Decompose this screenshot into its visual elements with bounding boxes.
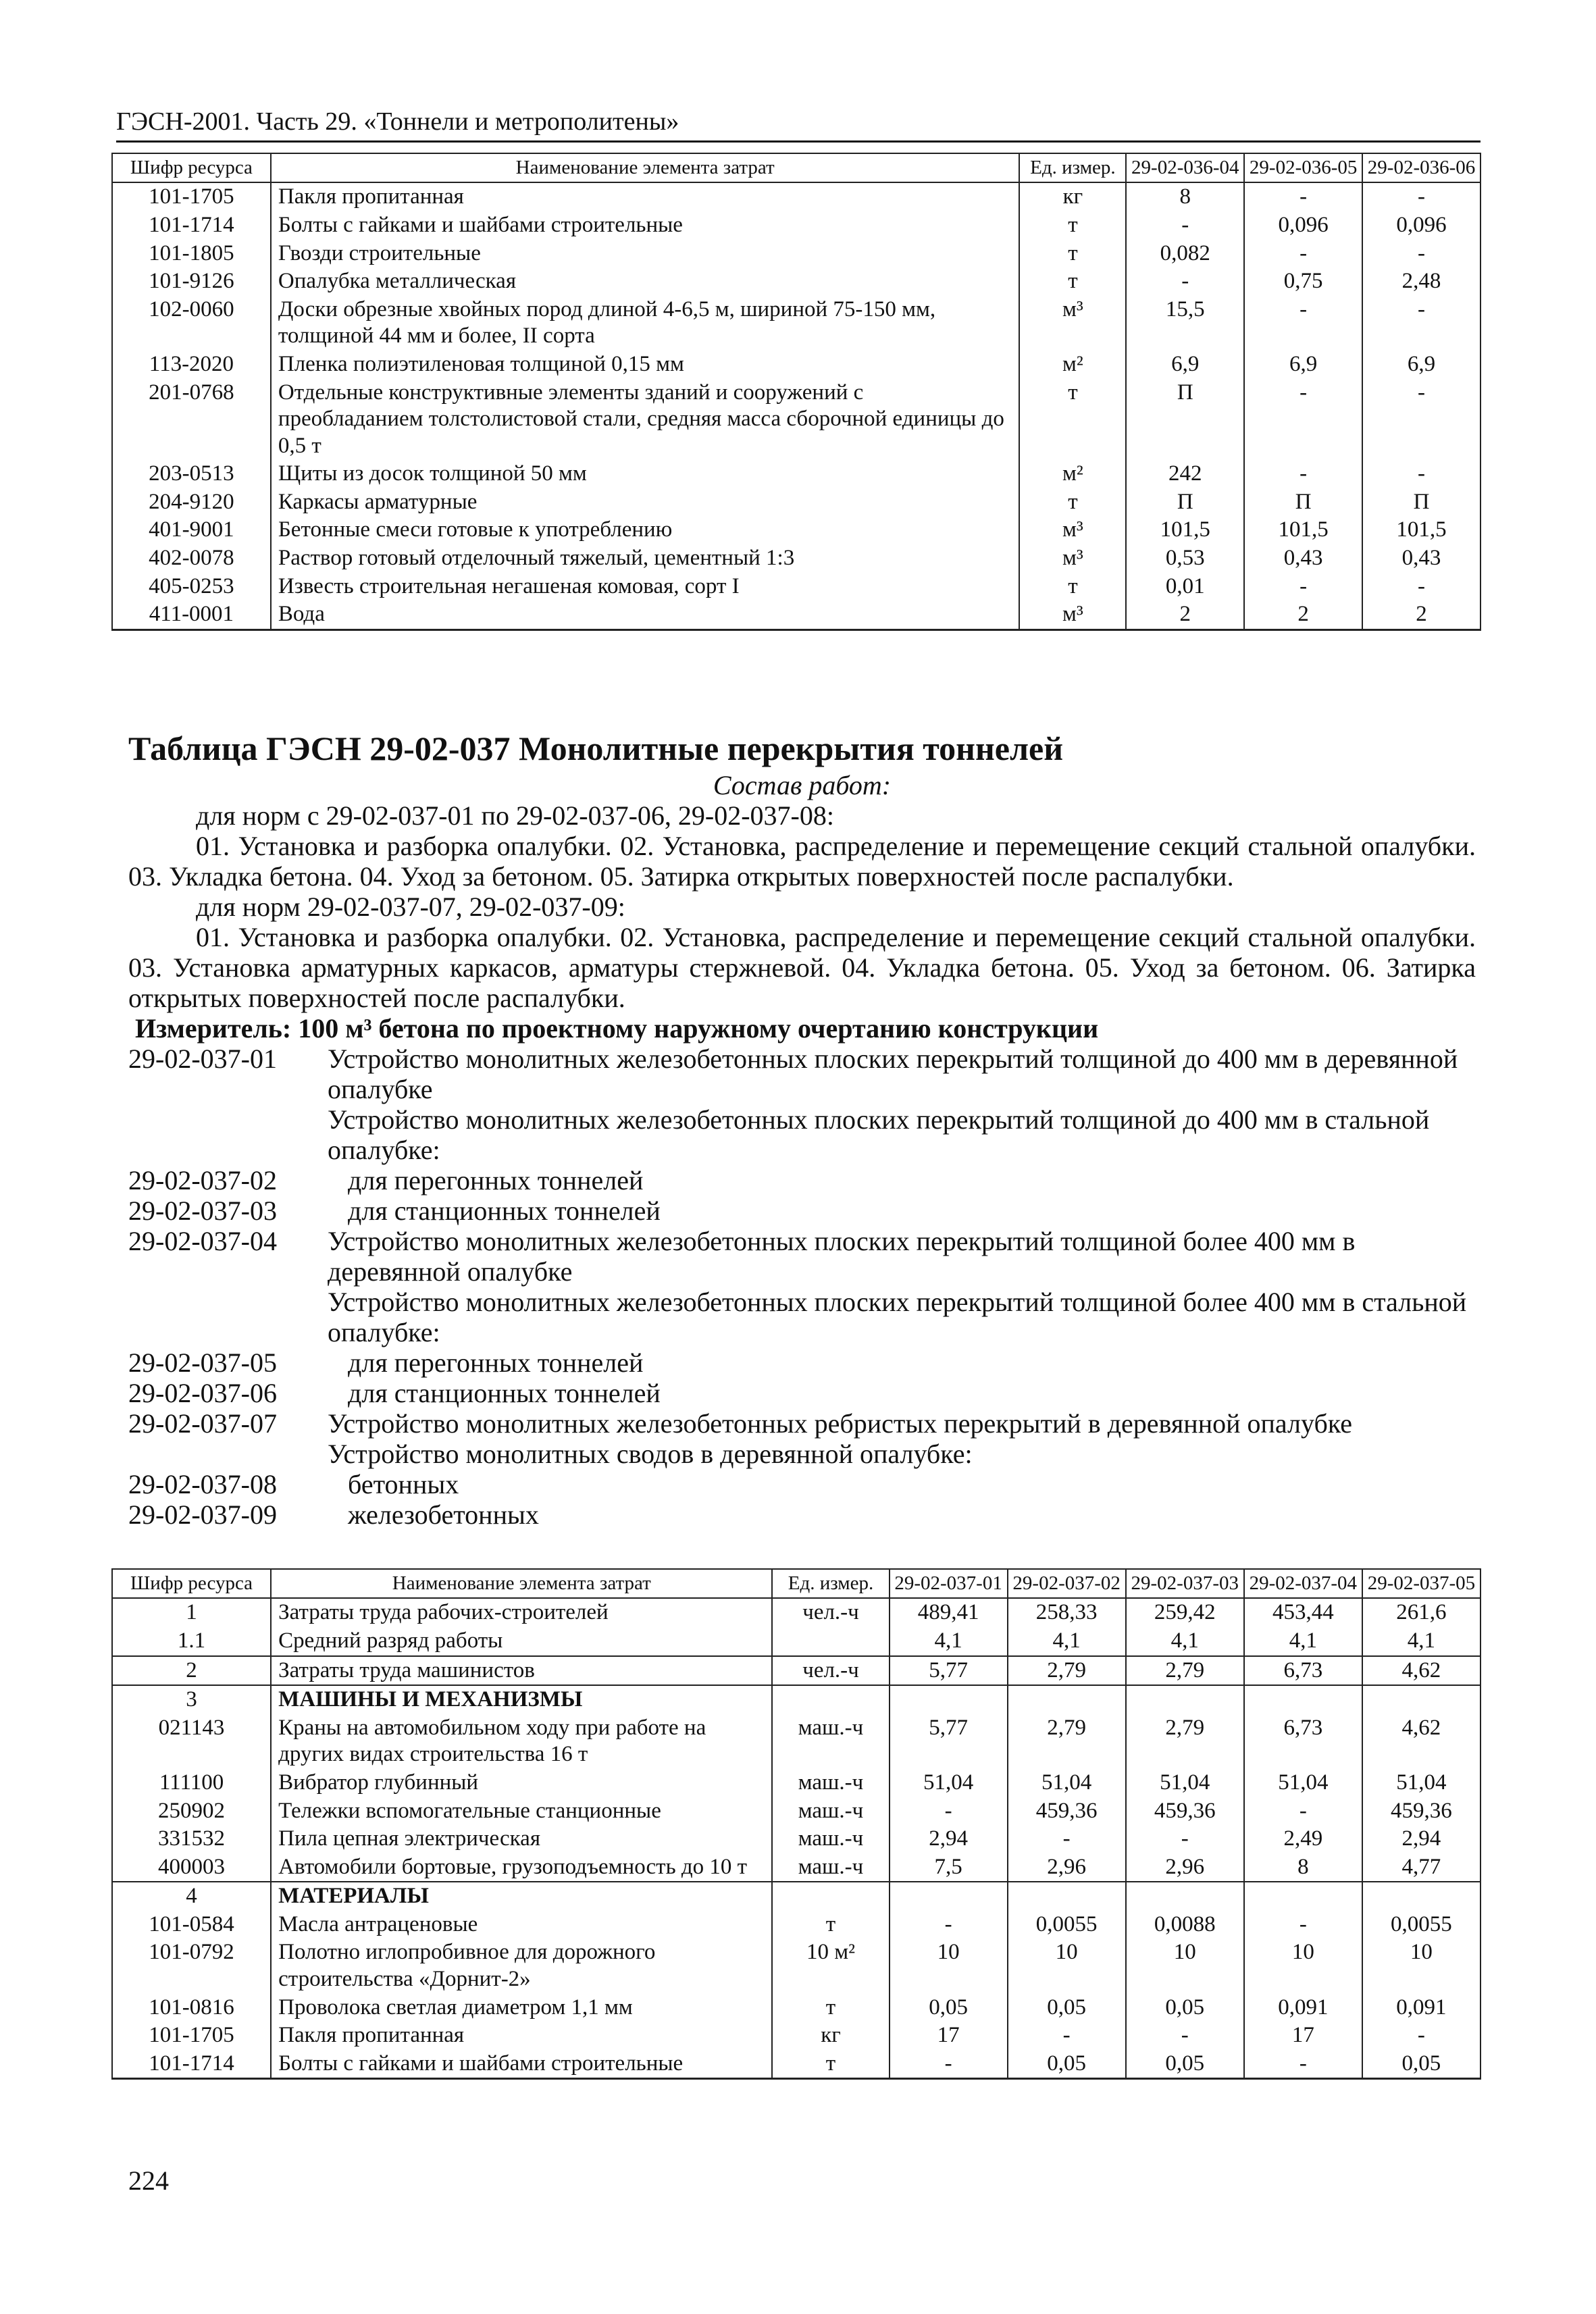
norm-description: Устройство монолитных железобетонных плоских перекрытий толщиной до 400 мм в деревянной опалубке: [328, 1044, 1458, 1104]
value-cell: 0,43: [1362, 544, 1481, 573]
unit-cell: т: [1019, 267, 1126, 296]
unit-cell: чел.-ч: [772, 1656, 889, 1686]
resource-code-cell: 113-2020: [112, 351, 271, 379]
norm-description: Устройство монолитных железобетонных ребристых перекрытий в деревянной опалубке: [328, 1408, 1353, 1439]
norm-description: для перегонных тоннелей: [348, 1347, 644, 1378]
table-row: [112, 182, 1481, 211]
table-row: [112, 1769, 1481, 1797]
table-row: [112, 460, 1481, 488]
cost-element-name-cell: Вода: [271, 600, 1020, 629]
resource-code-cell: 101-9126: [112, 267, 271, 296]
value-cell: 489,41: [890, 1598, 1008, 1627]
value-cell: -: [1244, 296, 1362, 351]
resource-code-cell: 400003: [112, 1853, 271, 1882]
norm-item: [128, 1408, 1476, 1439]
norm-item: [128, 1439, 1476, 1469]
table-row: [112, 211, 1481, 240]
header-cell: 29-02-036-06: [1362, 153, 1481, 182]
cost-element-name-cell: Автомобили бортовые, грузоподъемность до 10 т: [271, 1853, 772, 1882]
running-header: ГЭСН-2001. Часть 29. «Тоннели и метрополитены»: [116, 107, 1481, 143]
cost-element-name-cell: Затраты труда машинистов: [271, 1656, 772, 1686]
norm-code: 29-02-037-05: [128, 1347, 277, 1378]
norm-item: [128, 1378, 1476, 1408]
value-cell: 10: [1126, 1938, 1244, 1993]
value-cell: -: [1244, 2050, 1362, 2079]
norm-item: [128, 1499, 1476, 1530]
cost-element-name-cell: Полотно иглопробивное для дорожного строительства «Дорнит-2»: [271, 1938, 772, 1993]
value-cell: 6,9: [1126, 351, 1244, 379]
value-cell: -: [1126, 211, 1244, 240]
table-row: [112, 1938, 1481, 1993]
unit-cell: т: [772, 2050, 889, 2079]
norm-description: железобетонных: [348, 1499, 539, 1530]
value-cell: 6,9: [1362, 351, 1481, 379]
table-row: [112, 1911, 1481, 1939]
value-cell: 2: [1362, 600, 1481, 629]
value-cell: [890, 1882, 1008, 1911]
value-cell: 51,04: [890, 1769, 1008, 1797]
table-row: [112, 544, 1481, 573]
cost-element-name-cell: Отдельные конструктивные элементы зданий и сооружений с преобладанием толстолистовой стали, средняя масса сборочной единицы до 0,5 т: [271, 379, 1020, 461]
value-cell: -: [1362, 240, 1481, 268]
page-number: 224: [128, 2165, 169, 2196]
composition-label: Состав работ:: [713, 770, 892, 800]
value-cell: -: [1362, 460, 1481, 488]
resource-code-cell: 1.1: [112, 1627, 271, 1656]
value-cell: -: [1244, 1797, 1362, 1826]
resource-code-cell: 021143: [112, 1714, 271, 1769]
resource-code-cell: 101-1705: [112, 182, 271, 211]
value-cell: 2: [1244, 600, 1362, 629]
norm-section: [128, 727, 1476, 1530]
resource-code-cell: 204-9120: [112, 488, 271, 517]
cost-element-name-cell: Доски обрезные хвойных пород длиной 4-6,5 м, шириной 75-150 мм, толщиной 44 мм и более, II сорта: [271, 296, 1020, 351]
value-cell: -: [1244, 573, 1362, 601]
value-cell: 17: [1244, 2022, 1362, 2050]
value-cell: -: [1244, 1911, 1362, 1939]
unit-cell: т: [1019, 488, 1126, 517]
resource-code-cell: 101-1714: [112, 211, 271, 240]
norm-description: Устройство монолитных железобетонных плоских перекрытий толщиной более 400 мм в деревянной опалубке: [328, 1226, 1356, 1287]
table-row: [112, 488, 1481, 517]
value-cell: 0,05: [1126, 1994, 1244, 2022]
unit-cell: маш.-ч: [772, 1825, 889, 1853]
table-row: [112, 1656, 1481, 1686]
value-cell: [1362, 1882, 1481, 1911]
header-cell: Наименование элемента затрат: [271, 153, 1020, 182]
value-cell: -: [1362, 296, 1481, 351]
value-cell: 5,77: [890, 1656, 1008, 1686]
cost-element-name-cell: Затраты труда рабочих-строителей: [271, 1598, 772, 1627]
cost-element-name-cell: МАШИНЫ И МЕХАНИЗМЫ: [271, 1685, 772, 1714]
table-row: [112, 240, 1481, 268]
value-cell: 6,9: [1244, 351, 1362, 379]
header-cell: 29-02-037-04: [1244, 1569, 1362, 1598]
norm-code: 29-02-037-03: [128, 1195, 277, 1226]
norm-code: [128, 1439, 328, 1469]
value-cell: 5,77: [890, 1714, 1008, 1769]
table-row: [112, 1853, 1481, 1882]
cost-element-name-cell: Опалубка металлическая: [271, 267, 1020, 296]
value-cell: -: [1126, 267, 1244, 296]
header-cell: Ед. измер.: [772, 1569, 889, 1598]
value-cell: 2,94: [890, 1825, 1008, 1853]
cost-element-name-cell: Краны на автомобильном ходу при работе на других видах строительства 16 т: [271, 1714, 772, 1769]
value-cell: 2,79: [1126, 1714, 1244, 1769]
header-cell: Ед. измер.: [1019, 153, 1126, 182]
value-cell: 0,096: [1362, 211, 1481, 240]
value-cell: 0,01: [1126, 573, 1244, 601]
value-cell: -: [1008, 2022, 1126, 2050]
value-cell: [1244, 1685, 1362, 1714]
resource-code-cell: 101-0816: [112, 1994, 271, 2022]
norm-code: 29-02-037-09: [128, 1499, 277, 1530]
table-row: [112, 1994, 1481, 2022]
value-cell: 2,79: [1008, 1656, 1126, 1686]
resource-code-cell: 3: [112, 1685, 271, 1714]
unit-cell: т: [772, 1994, 889, 2022]
header-cell: Шифр ресурса: [112, 153, 271, 182]
value-cell: [1126, 1685, 1244, 1714]
value-cell: -: [1362, 379, 1481, 461]
value-cell: 101,5: [1126, 516, 1244, 544]
table-row: [112, 1598, 1481, 1627]
value-cell: 101,5: [1362, 516, 1481, 544]
header-cell: 29-02-037-01: [890, 1569, 1008, 1598]
header-cell: 29-02-036-04: [1126, 153, 1244, 182]
value-cell: 2,96: [1008, 1853, 1126, 1882]
value-cell: -: [1362, 2022, 1481, 2050]
resource-code-cell: 2: [112, 1656, 271, 1686]
header-cell: 29-02-036-05: [1244, 153, 1362, 182]
cost-element-name-cell: Пакля пропитанная: [271, 182, 1020, 211]
header-cell: 29-02-037-02: [1008, 1569, 1126, 1598]
value-cell: П: [1244, 488, 1362, 517]
value-cell: 101,5: [1244, 516, 1362, 544]
table-row: [112, 573, 1481, 601]
value-cell: [1008, 1882, 1126, 1911]
value-cell: 459,36: [1008, 1797, 1126, 1826]
value-cell: 7,5: [890, 1853, 1008, 1882]
norm-description: для станционных тоннелей: [348, 1378, 661, 1408]
value-cell: 17: [890, 2022, 1008, 2050]
value-cell: 2,79: [1126, 1656, 1244, 1686]
value-cell: -: [890, 2050, 1008, 2079]
value-cell: 0,082: [1126, 240, 1244, 268]
value-cell: 4,1: [1008, 1627, 1126, 1656]
unit-cell: маш.-ч: [772, 1797, 889, 1826]
table-row: [112, 1882, 1481, 1911]
resource-code-cell: 401-9001: [112, 516, 271, 544]
resource-code-cell: 405-0253: [112, 573, 271, 601]
works-list: 01. Установка и разборка опалубки. 02. Установка, распределение и перемещение секций стальной опалубки. 03. Установка арматурных каркасов, арматуры стержневой. 04. Укладка бетона. 05. Уход за бетоном. 06. Затирка открытых поверхностей после распалубки.: [128, 922, 1476, 1013]
norm-code: [128, 1104, 328, 1165]
value-cell: 51,04: [1008, 1769, 1126, 1797]
unit-cell: маш.-ч: [772, 1714, 889, 1769]
value-cell: 6,73: [1244, 1656, 1362, 1686]
resource-code-cell: 331532: [112, 1825, 271, 1853]
table-row: [112, 1627, 1481, 1656]
value-cell: 8: [1244, 1853, 1362, 1882]
works-list: 01. Установка и разборка опалубки. 02. Установка, распределение и перемещение секций стальной опалубки. 03. Укладка бетона. 04. Уход за бетоном. 05. Затирка открытых поверхностей после распалубки.: [128, 831, 1476, 892]
unit-cell: м³: [1019, 296, 1126, 351]
cost-element-name-cell: Пленка полиэтиленовая толщиной 0,15 мм: [271, 351, 1020, 379]
unit-cell: чел.-ч: [772, 1598, 889, 1627]
table-row: [112, 1685, 1481, 1714]
cost-element-name-cell: Каркасы арматурные: [271, 488, 1020, 517]
cost-element-name-cell: Масла антраценовые: [271, 1911, 772, 1939]
cost-element-name-cell: Щиты из досок толщиной 50 мм: [271, 460, 1020, 488]
value-cell: 0,75: [1244, 267, 1362, 296]
value-cell: 0,05: [1008, 1994, 1126, 2022]
value-cell: 4,1: [890, 1627, 1008, 1656]
cost-element-name-cell: Средний разряд работы: [271, 1627, 772, 1656]
unit-cell: маш.-ч: [772, 1769, 889, 1797]
value-cell: 4,1: [1126, 1627, 1244, 1656]
norm-item: [128, 1347, 1476, 1378]
value-cell: 0,05: [890, 1994, 1008, 2022]
value-cell: 0,0055: [1008, 1911, 1126, 1939]
value-cell: 10: [1008, 1938, 1126, 1993]
value-cell: [890, 1685, 1008, 1714]
table-row: [112, 1714, 1481, 1769]
unit-cell: маш.-ч: [772, 1853, 889, 1882]
value-cell: 0,43: [1244, 544, 1362, 573]
value-cell: 4,77: [1362, 1853, 1481, 1882]
value-cell: 459,36: [1362, 1797, 1481, 1826]
table-row: [112, 351, 1481, 379]
norm-description: для станционных тоннелей: [348, 1195, 661, 1226]
value-cell: -: [890, 1797, 1008, 1826]
norm-code: 29-02-037-07: [128, 1408, 277, 1439]
header-cell: Шифр ресурса: [112, 1569, 271, 1598]
unit-cell: т: [1019, 379, 1126, 461]
value-cell: 259,42: [1126, 1598, 1244, 1627]
norm-description: Устройство монолитных сводов в деревянной опалубке:: [328, 1439, 973, 1469]
value-cell: -: [1126, 2022, 1244, 2050]
norm-item: [128, 1287, 1476, 1347]
unit-cell: кг: [772, 2022, 889, 2050]
norm-item: [128, 1469, 1476, 1499]
resource-code-cell: 402-0078: [112, 544, 271, 573]
value-cell: 258,33: [1008, 1598, 1126, 1627]
header-cell: 29-02-037-03: [1126, 1569, 1244, 1598]
unit-cell: 10 м²: [772, 1938, 889, 1993]
unit-cell: м³: [1019, 544, 1126, 573]
value-cell: [1008, 1685, 1126, 1714]
resource-code-cell: 203-0513: [112, 460, 271, 488]
unit-cell: [772, 1627, 889, 1656]
table-row: [112, 267, 1481, 296]
cost-element-name-cell: Раствор готовый отделочный тяжелый, цементный 1:3: [271, 544, 1020, 573]
resource-table-036: [111, 153, 1481, 631]
value-cell: 2,79: [1008, 1714, 1126, 1769]
norm-description: для перегонных тоннелей: [348, 1165, 644, 1195]
value-cell: 0,091: [1244, 1994, 1362, 2022]
table-row: [112, 2022, 1481, 2050]
value-cell: 4,1: [1244, 1627, 1362, 1656]
unit-cell: м²: [1019, 351, 1126, 379]
norm-code: 29-02-037-06: [128, 1378, 277, 1408]
norm-description: Устройство монолитных железобетонных плоских перекрытий толщиной до 400 мм в стальной опалубке:: [328, 1104, 1430, 1165]
resource-code-cell: 101-1714: [112, 2050, 271, 2079]
value-cell: 261,6: [1362, 1598, 1481, 1627]
resource-code-cell: 101-0584: [112, 1911, 271, 1939]
norm-item: [128, 1165, 1476, 1195]
norm-item: [128, 1104, 1476, 1165]
cost-element-name-cell: Пила цепная электрическая: [271, 1825, 772, 1853]
value-cell: 4,62: [1362, 1714, 1481, 1769]
value-cell: 2,48: [1362, 267, 1481, 296]
value-cell: 0,0055: [1362, 1911, 1481, 1939]
value-cell: 51,04: [1126, 1769, 1244, 1797]
measure-unit: Измеритель: 100 м³ бетона по проектному наружному очертанию конструкции: [135, 1013, 1099, 1044]
table-header-row: [112, 1569, 1481, 1598]
value-cell: [1126, 1882, 1244, 1911]
resource-code-cell: 101-1805: [112, 240, 271, 268]
value-cell: 8: [1126, 182, 1244, 211]
value-cell: П: [1126, 379, 1244, 461]
header-cell: 29-02-037-05: [1362, 1569, 1481, 1598]
table-row: [112, 516, 1481, 544]
value-cell: 0,05: [1126, 2050, 1244, 2079]
value-cell: 453,44: [1244, 1598, 1362, 1627]
resource-code-cell: 1: [112, 1598, 271, 1627]
value-cell: 0,091: [1362, 1994, 1481, 2022]
norms-group-label: для норм 29-02-037-07, 29-02-037-09:: [196, 892, 625, 922]
unit-cell: кг: [1019, 182, 1126, 211]
resource-code-cell: 111100: [112, 1769, 271, 1797]
value-cell: П: [1126, 488, 1244, 517]
norm-description: Устройство монолитных железобетонных плоских перекрытий толщиной более 400 мм в стальной опалубке:: [328, 1287, 1467, 1347]
value-cell: 4,62: [1362, 1656, 1481, 1686]
value-cell: [1362, 1685, 1481, 1714]
value-cell: 15,5: [1126, 296, 1244, 351]
unit-cell: м³: [1019, 600, 1126, 629]
resource-code-cell: 250902: [112, 1797, 271, 1826]
cost-element-name-cell: Вибратор глубинный: [271, 1769, 772, 1797]
norm-code: [128, 1287, 328, 1347]
table-row: [112, 296, 1481, 351]
table-row: [112, 2050, 1481, 2079]
value-cell: 51,04: [1244, 1769, 1362, 1797]
value-cell: -: [1362, 573, 1481, 601]
value-cell: 0,05: [1362, 2050, 1481, 2079]
value-cell: 0,0088: [1126, 1911, 1244, 1939]
resource-code-cell: 101-1705: [112, 2022, 271, 2050]
table-row: [112, 1825, 1481, 1853]
value-cell: 10: [890, 1938, 1008, 1993]
norm-code: 29-02-037-04: [128, 1226, 277, 1256]
value-cell: П: [1362, 488, 1481, 517]
resource-code-cell: 4: [112, 1882, 271, 1911]
table-row: [112, 600, 1481, 629]
resource-code-cell: 101-0792: [112, 1938, 271, 1993]
resource-code-cell: 201-0768: [112, 379, 271, 461]
value-cell: 459,36: [1126, 1797, 1244, 1826]
unit-cell: м³: [1019, 516, 1126, 544]
value-cell: 0,096: [1244, 211, 1362, 240]
section-title: Таблица ГЭСН 29-02-037 Монолитные перекрытия тоннелей: [128, 729, 1064, 767]
value-cell: -: [1244, 460, 1362, 488]
norm-code: 29-02-037-02: [128, 1165, 277, 1195]
cost-element-name-cell: Гвозди строительные: [271, 240, 1020, 268]
cost-element-name-cell: Бетонные смеси готовые к употреблению: [271, 516, 1020, 544]
resource-table-037: [111, 1568, 1481, 2080]
value-cell: 0,53: [1126, 544, 1244, 573]
value-cell: -: [1244, 182, 1362, 211]
cost-element-name-cell: Тележки вспомогательные станционные: [271, 1797, 772, 1826]
unit-cell: м²: [1019, 460, 1126, 488]
value-cell: 10: [1362, 1938, 1481, 1993]
unit-cell: т: [1019, 211, 1126, 240]
cost-element-name-cell: Известь строительная негашеная комовая, сорт I: [271, 573, 1020, 601]
value-cell: 242: [1126, 460, 1244, 488]
norm-item: [128, 1226, 1476, 1287]
value-cell: [1244, 1882, 1362, 1911]
norms-list: [128, 1044, 1476, 1530]
value-cell: 4,1: [1362, 1627, 1481, 1656]
value-cell: -: [1362, 182, 1481, 211]
cost-element-name-cell: Болты с гайками и шайбами строительные: [271, 211, 1020, 240]
value-cell: 51,04: [1362, 1769, 1481, 1797]
resource-code-cell: 411-0001: [112, 600, 271, 629]
norms-group-label: для норм с 29-02-037-01 по 29-02-037-06, 29-02-037-08:: [196, 800, 834, 831]
table-header-row: [112, 153, 1481, 182]
cost-element-name-cell: Болты с гайками и шайбами строительные: [271, 2050, 772, 2079]
table-row: [112, 379, 1481, 461]
unit-cell: [772, 1882, 889, 1911]
value-cell: 6,73: [1244, 1714, 1362, 1769]
value-cell: 2: [1126, 600, 1244, 629]
unit-cell: т: [1019, 573, 1126, 601]
header-cell: Наименование элемента затрат: [271, 1569, 772, 1598]
norm-code: 29-02-037-08: [128, 1469, 277, 1499]
cost-element-name-cell: Проволока светлая диаметром 1,1 мм: [271, 1994, 772, 2022]
table-row: [112, 1797, 1481, 1826]
value-cell: 0,05: [1008, 2050, 1126, 2079]
unit-cell: т: [1019, 240, 1126, 268]
value-cell: -: [890, 1911, 1008, 1939]
norm-item: [128, 1044, 1476, 1104]
value-cell: 2,96: [1126, 1853, 1244, 1882]
unit-cell: т: [772, 1911, 889, 1939]
norm-item: [128, 1195, 1476, 1226]
value-cell: -: [1244, 379, 1362, 461]
norm-code: 29-02-037-01: [128, 1044, 277, 1074]
value-cell: 2,94: [1362, 1825, 1481, 1853]
value-cell: -: [1008, 1825, 1126, 1853]
unit-cell: [772, 1685, 889, 1714]
value-cell: 10: [1244, 1938, 1362, 1993]
cost-element-name-cell: МАТЕРИАЛЫ: [271, 1882, 772, 1911]
cost-element-name-cell: Пакля пропитанная: [271, 2022, 772, 2050]
value-cell: -: [1126, 1825, 1244, 1853]
value-cell: -: [1244, 240, 1362, 268]
norm-description: бетонных: [348, 1469, 459, 1499]
resource-code-cell: 102-0060: [112, 296, 271, 351]
value-cell: 2,49: [1244, 1825, 1362, 1853]
